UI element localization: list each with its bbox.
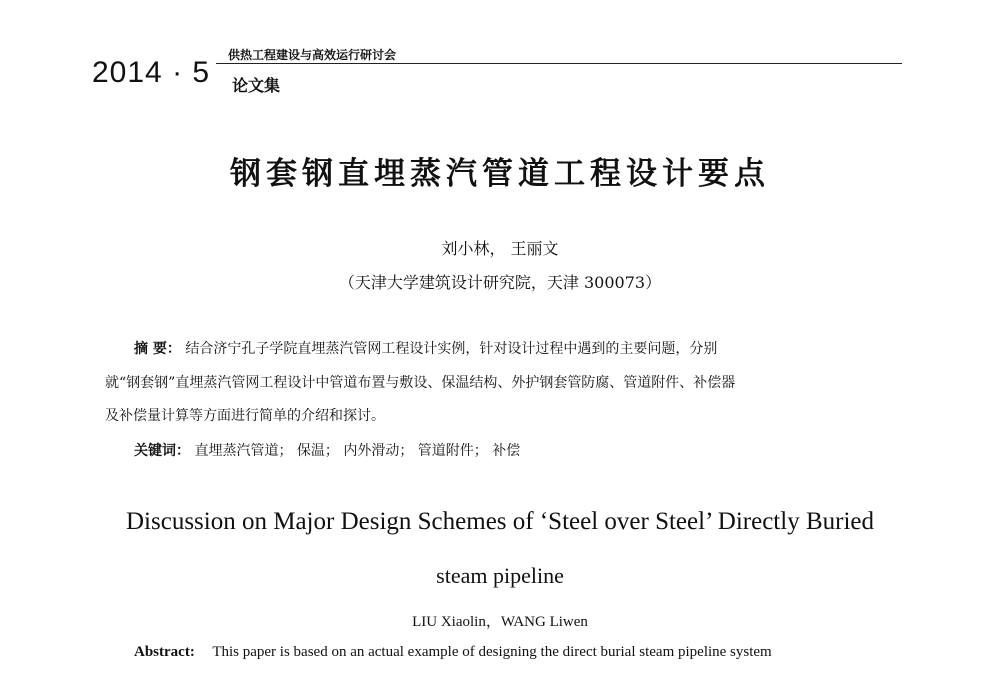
- abstract-label-en: Abstract:: [134, 644, 195, 660]
- page-title-en-line-1: Discussion on Major Design Schemes of ‘Steel over Steel’ Directly Buried: [126, 508, 874, 535]
- header-divider: [216, 63, 902, 64]
- page-title-cn: 钢套钢直埋蒸汽管道工程设计要点: [230, 156, 770, 192]
- abstract-cn-text-1: 结合济宁孔子学院直埋蒸汽管网工程设计实例，针对设计过程中遇到的主要问题，分别: [185, 341, 718, 357]
- keywords-cn: [134, 440, 520, 460]
- authors-en: LIU Xiaolin，WANG Liwen: [412, 614, 588, 630]
- abstract-cn-line-2: 就“钢套钢”直埋蒸汽管网工程设计中管道布置与敷设、保温结构、外护钢套管防腐、管道附件、补偿器: [105, 375, 736, 391]
- keywords-cn-text: 直埋蒸汽管道； 保温； 内外滑动； 管道附件； 补偿: [194, 443, 521, 459]
- abstract-cn-line-3: 及补偿量计算等方面进行简单的介绍和探讨。: [105, 408, 385, 424]
- abstract-en: [134, 644, 772, 661]
- page-title-en-line-2: steam pipeline: [436, 563, 564, 588]
- conference-name: 供热工程建设与高效运行研讨会: [228, 48, 397, 62]
- abstract-en-text: This paper is based on an actual example of designing the direct burial steam pipeline system: [212, 644, 772, 660]
- abstract-cn-line-1: [134, 338, 717, 358]
- authors-cn: 刘小林， 王丽文: [441, 239, 559, 258]
- collection-label: 论文集: [232, 76, 281, 95]
- keywords-label-cn: 关键词：: [134, 443, 190, 459]
- affiliation-cn: （天津大学建筑设计研究院，天津 300073）: [338, 273, 662, 292]
- abstract-label-cn: 摘 要：: [134, 341, 181, 357]
- issue-number: 2014 · 5: [92, 56, 211, 89]
